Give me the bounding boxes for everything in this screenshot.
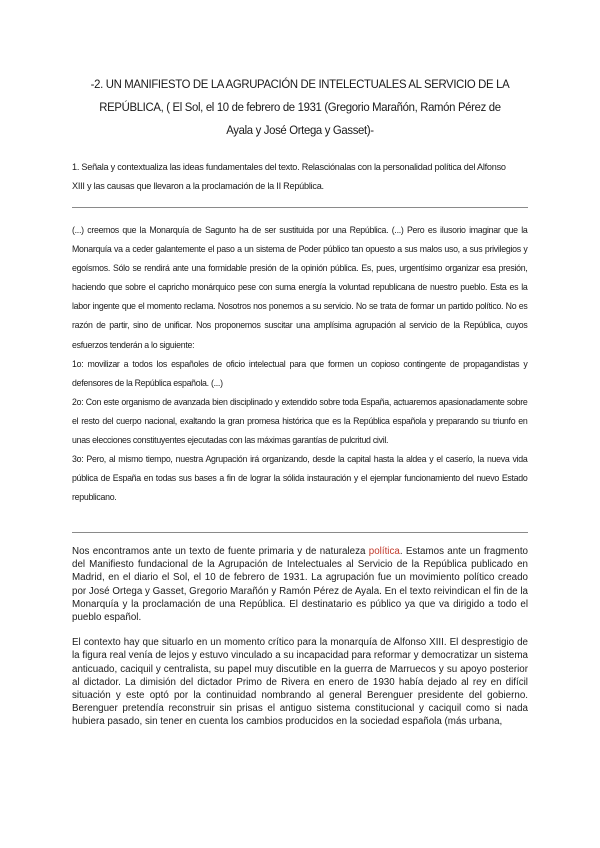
commentary-body [72,545,528,741]
commentary-paragraph-1 [72,545,528,624]
manifesto-quote [72,221,527,507]
quote-paragraph-4: 3o: Pero, al mismo tiempo, nuestra Agrupación irá organizando, desde la capital hasta la aldea y el caserío, la nueva vida pública de España en todas sus bases a fin de lograr la sólida instauración y el ejemplar funcionamiento del nuevo Estado republicano. [72,454,528,503]
divider-top [72,207,528,208]
commentary-p1-end: . Estamos ante un fragmento del Manifiesto fundacional de la Agrupación de Intelectuales al Servicio de la República publicado en Madrid, en el diario el Sol, el 10 de febrero de 1931. La agrupación fue un movimiento político creado por José Ortega y Gasset, Gregorio Marañón y Ramón Pérez de Ayala. En el texto reivindican el fin de la Monarquía y la proclamación de una República. El destinatario es público ya que va dirigido a todo el pueblo español. [72,546,528,624]
assignment-question: 1. Señala y contextualiza las ideas fundamentales del texto. Relasciónalas con la personalidad política del Alfonso XIII y las causas que llevaron a la proclamación de la II República. [72,162,506,192]
commentary-paragraph-2: El contexto hay que situarlo en un momento crítico para la monarquía de Alfonso XIII. El desprestigio de la figura real venía de lejos y estuvo vinculado a su incapacidad para reformar y democratizar un sistema anticuado, caciquil y centralista, su papel muy discutible en la guerra de Marruecos y su apoyo posterior al dictador. La dimisión del dictador Primo de Rivera en enero de 1930 había dejado al rey en difícil situación y este optó por la continuidad nombrando al general Berenguer presidente del gobierno. Berenguer pretendía reconstruir sin prisas el antiguo sistema constitucional y caciquil como si nada hubiera pasado, sin tener en cuenta los cambios producidos en la sociedad española (más urbana, [72,637,528,728]
quote-paragraph-3: 2o: Con este organismo de avanzada bien disciplinado y extendido sobre toda España, actuaremos apasionadamente sobre el resto del cuerpo nacional, exaltando la gran promesa histórica que es la República española y preparando su triunfo en unas elecciones constituyentes ejecutadas con las máximas garantías de pulcritud civil. [72,396,528,446]
quote-paragraph-2: 1o: movilizar a todos los españoles de oficio intelectual para que formen un copioso contingente de propagandistas y defensores de la República española. (...) [72,358,528,388]
document-title: -2. UN MANIFIESTO DE LA AGRUPACIÓN DE INTELECTUALES AL SERVICIO DE LA REPÚBLICA, ( El Sol, el 10 de febrero de 1931 (Gregorio Marañón, Ramón Pérez de Ayala y José Ortega y Gasset)- [90,77,510,137]
quote-paragraph-1: (...) creemos que la Monarquía de Sagunto ha de ser sustituida por una República. (...) Pero es ilusorio imaginar que la Monarquía va a ceder galantemente el paso a un sistema de Poder público tan opuesto a sus malos uso, a sus privilegios y egoísmos. Sólo se rendirá ante una formidable presión de la opinión pública. Es, pues, urgentísimo organizar esa presión, haciendo que sobre el capricho monárquico pese con suma energía la voluntad republicana de nuestro pueblo. Esta es la labor ingente que el momento reclama. Nosotros nos ponemos a su servicio. No se trata de formar un partido político. No es razón de partir, sino de unificar. Nos proponemos suscitar una amplísima agrupación al servicio de la República, cuyos esfuerzos tenderán a lo siguiente: [72,225,528,350]
commentary-p1-start: Nos encontramos ante un texto de fuente primaria y de naturaleza [72,546,369,557]
divider-bottom [72,532,528,533]
highlighted-word: política [368,546,400,557]
